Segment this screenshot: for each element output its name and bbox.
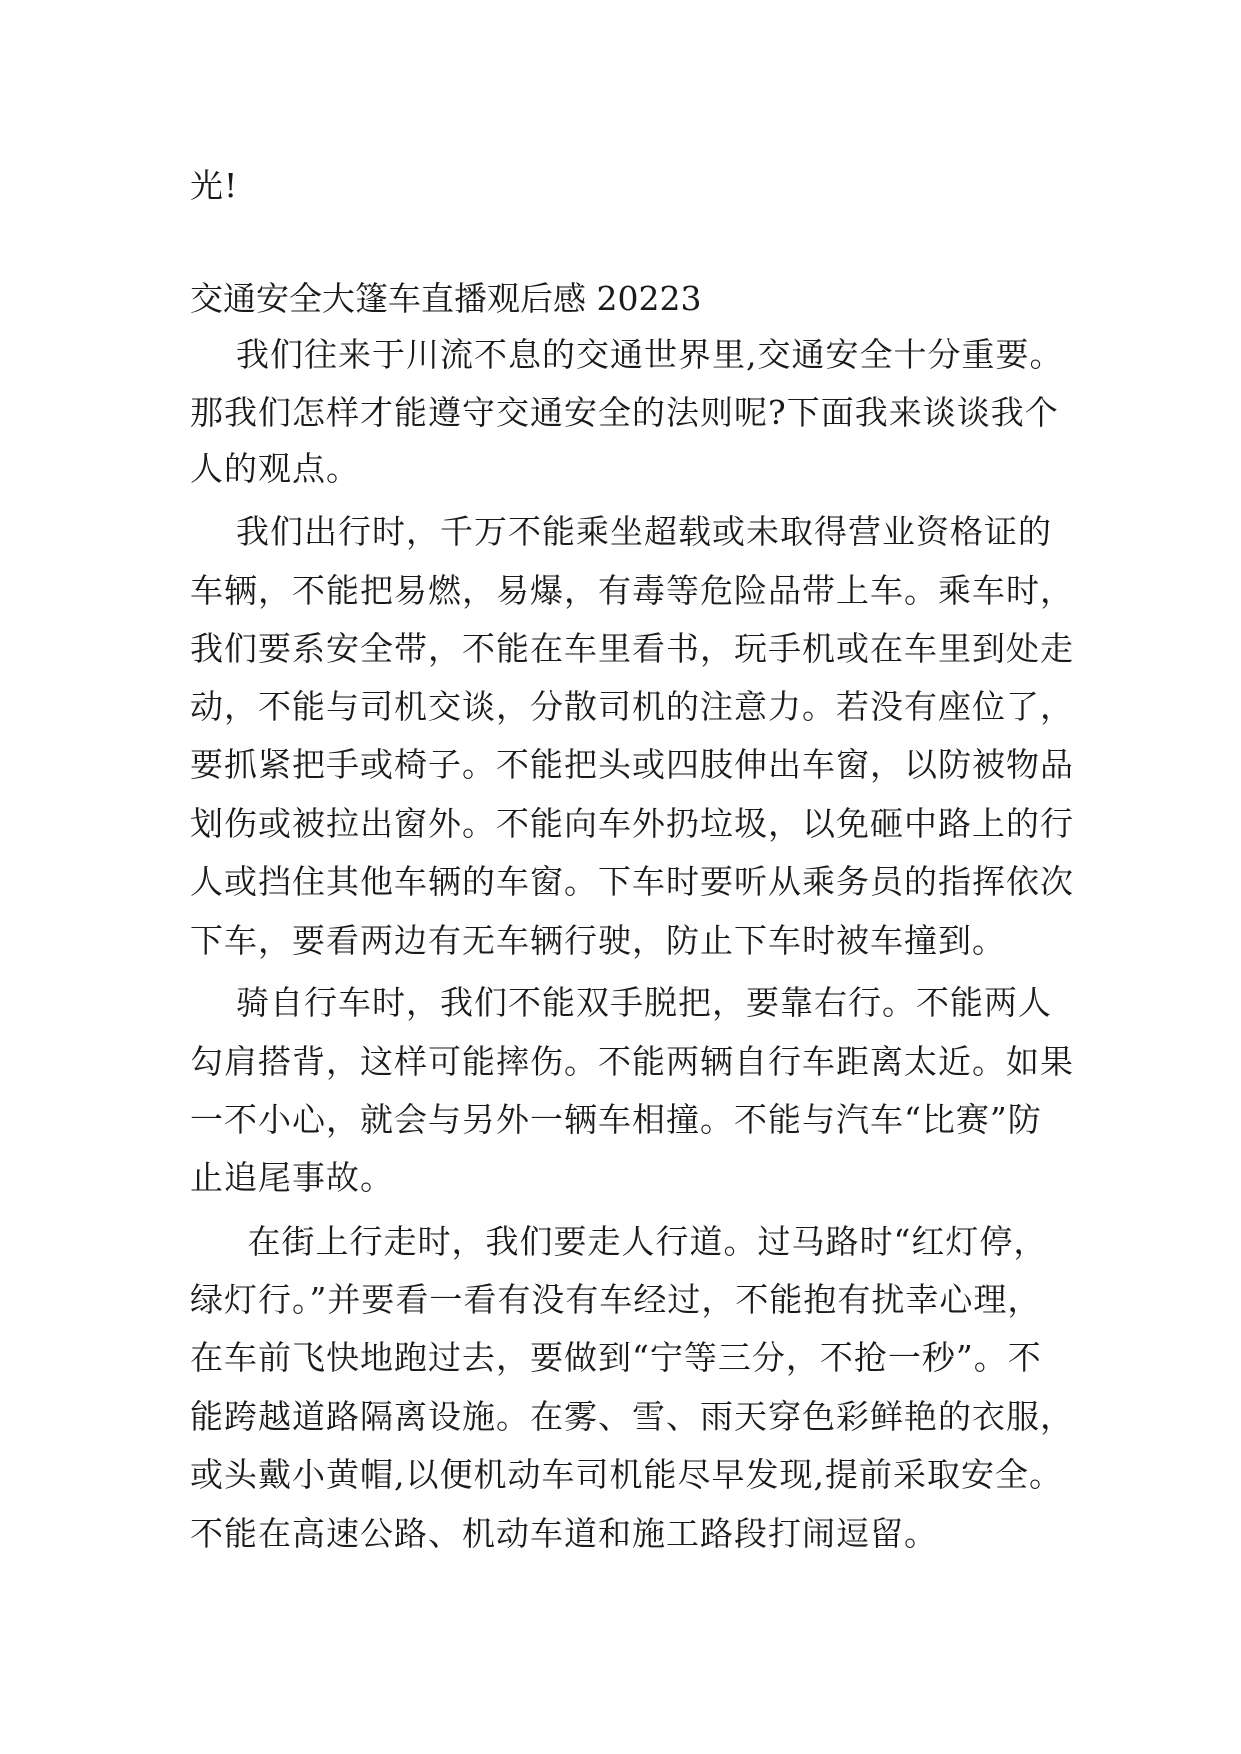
paragraph-line: 不能在高速公路、机动车道和施工路段打闹逗留。 xyxy=(190,1514,938,1553)
paragraph-line: 在车前飞快地跑过去，要做到“宁等三分，不抢一秒”。不 xyxy=(190,1338,1042,1377)
paragraph-line: 那我们怎样才能遵守交通安全的法则呢?下面我来谈谈我个 xyxy=(190,393,1059,432)
paragraph-line: 人的观点。 xyxy=(190,449,360,488)
continuation-line: 光! xyxy=(190,166,239,205)
paragraph-line: 止追尾事故。 xyxy=(190,1158,394,1197)
paragraph-line: 我们往来于川流不息的交通世界里,交通安全十分重要。 xyxy=(190,335,1064,374)
paragraph-line: 在街上行走时，我们要走人行道。过马路时“红灯停， xyxy=(190,1222,1048,1261)
paragraph-line: 车辆，不能把易燃，易爆，有毒等危险品带上车。乘车时， xyxy=(190,571,1074,610)
paragraph-line: 或头戴小黄帽,以便机动车司机能尽早发现,提前采取安全。 xyxy=(190,1455,1063,1494)
paragraph-line: 我们出行时，千万不能乘坐超载或未取得营业资格证的 xyxy=(190,512,1052,551)
document-title: 交通安全大篷车直播观后感 20223 xyxy=(190,279,702,318)
paragraph-line: 能跨越道路隔离设施。在雾、雪、雨天穿色彩鲜艳的衣服， xyxy=(190,1397,1074,1436)
paragraph-line: 勾肩搭背，这样可能摔伤。不能两辆自行车距离太近。如果 xyxy=(190,1042,1074,1081)
paragraph-line: 划伤或被拉出窗外。不能向车外扔垃圾，以免砸中路上的行 xyxy=(190,804,1074,843)
paragraph-line: 要抓紧把手或椅子。不能把头或四肢伸出车窗，以防被物品 xyxy=(190,745,1074,784)
paragraph-line: 骑自行车时，我们不能双手脱把，要靠右行。不能两人 xyxy=(190,983,1052,1022)
paragraph-line: 一不小心，就会与另外一辆车相撞。不能与汽车“比赛”防 xyxy=(190,1100,1042,1139)
paragraph-line: 下车，要看两边有无车辆行驶，防止下车时被车撞到。 xyxy=(190,921,1006,960)
paragraph-line: 我们要系安全带，不能在车里看书，玩手机或在车里到处走 xyxy=(190,629,1074,668)
paragraph-line: 动，不能与司机交谈，分散司机的注意力。若没有座位了， xyxy=(190,687,1074,726)
paragraph-line: 绿灯行。”并要看一看有没有车经过，不能抱有扰幸心理， xyxy=(190,1280,1042,1319)
paragraph-line: 人或挡住其他车辆的车窗。下车时要听从乘务员的指挥依次 xyxy=(190,862,1074,901)
